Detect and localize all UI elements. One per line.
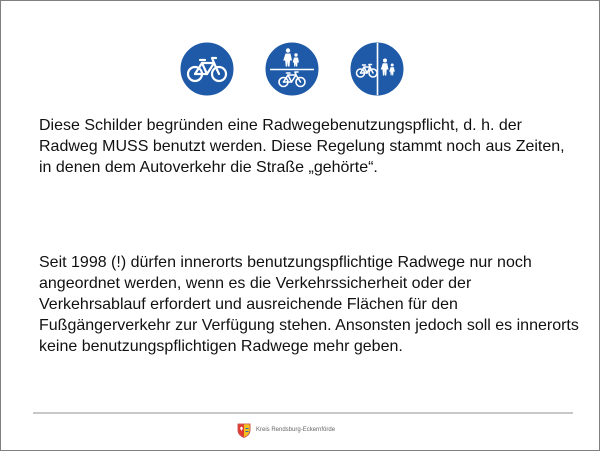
footer-divider xyxy=(33,412,573,414)
bicycle-path-sign-icon xyxy=(179,41,235,97)
shared-pedestrian-bicycle-path-sign-icon xyxy=(264,41,320,97)
footer-text: Kreis Rendsburg-Eckernförde xyxy=(256,427,336,433)
traffic-signs-row xyxy=(1,41,600,97)
paragraph-sign-explanation: Diese Schilder begründen eine Radwegebenutzungspflicht, d. h. der Radweg MUSS benutzt werden. Diese Regelung stammt noch aus Zeiten, in denen dem Autoverkehr die Straße „gehörte“. xyxy=(39,117,565,176)
coat-of-arms-icon xyxy=(237,423,251,438)
separated-bicycle-pedestrian-path-sign-icon xyxy=(349,41,405,97)
footer xyxy=(237,422,335,438)
paragraph-since-1998: Seit 1998 (!) dürfen innerorts benutzungspflichtige Radwege nur noch angeordnet werden, wenn es die Verkehrssicherheit oder der Verkehrsablauf erfordert und ausreichende Flächen für den Fußgängerverkehr zur Verfügung stehen. Ansonsten jedoch soll es innerorts keine benutzungspflichtigen Radwege mehr geben. xyxy=(39,254,579,355)
